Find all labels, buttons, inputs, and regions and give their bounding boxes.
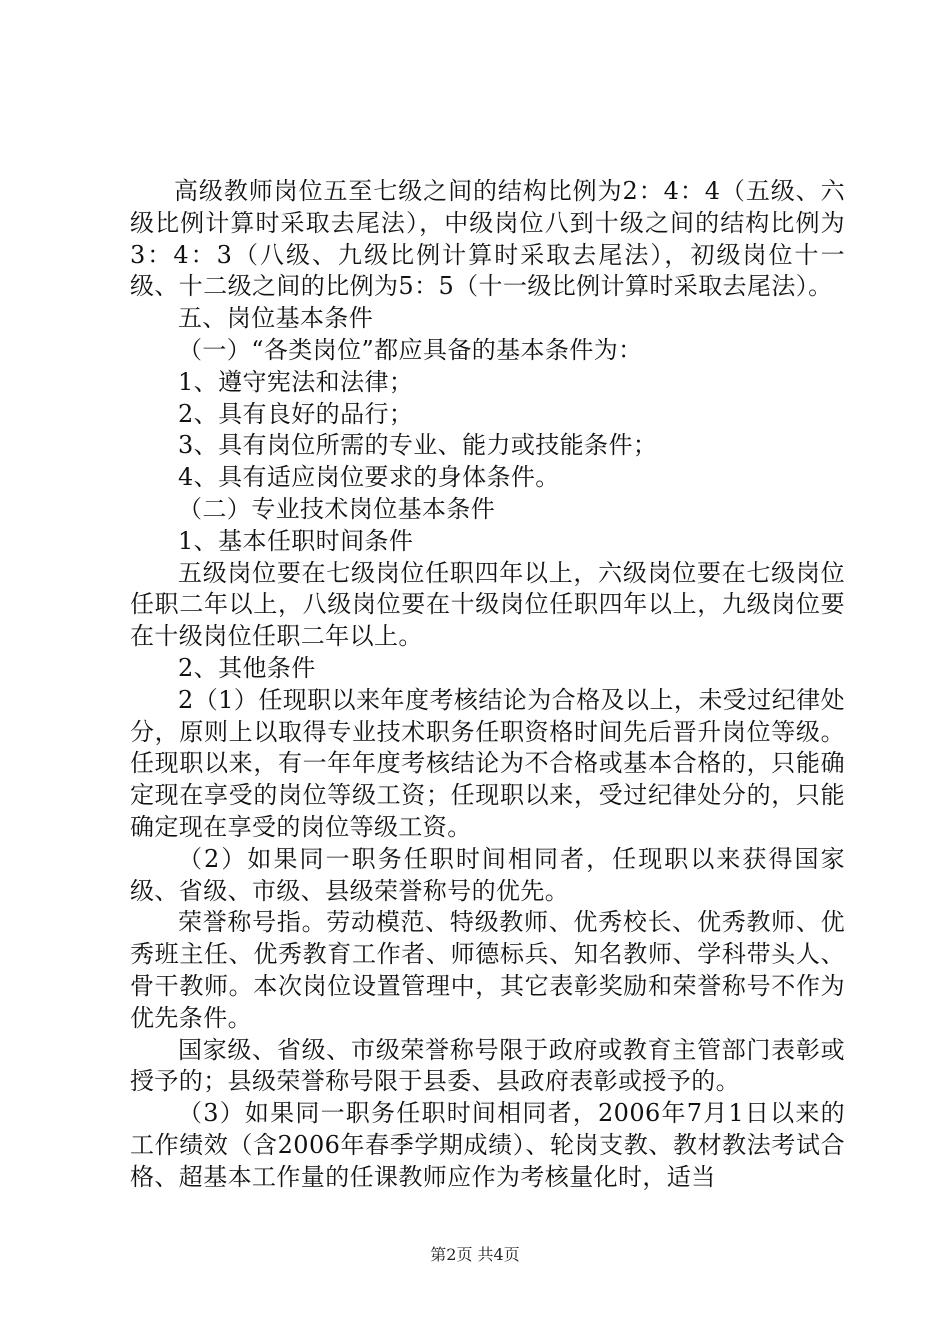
subsection-heading-general-conditions: （一）“各类岗位”都应具备的基本条件为：	[178, 335, 643, 364]
paragraph-annual-assessment: 2（1）任现职以来年度考核结论为合格及以上，未受过纪律处分，原则上以取得专业技术职务任职资格时间先后晋升岗位等级。任现职以来，有一年年度考核结论为不合格或基本合格的，只能确定现在享受的岗位等级工资；任现职以来，受过纪律处分的，只能确定现在享受的岗位等级工资。	[130, 685, 845, 841]
list-item-tenure-time: 1、基本任职时间条件	[178, 526, 414, 555]
list-item-physical-condition: 4、具有适应岗位要求的身体条件。	[178, 463, 560, 492]
subsection-heading-professional-posts: （二）专业技术岗位基本条件	[178, 494, 496, 523]
paragraph-tenure-requirements: 五级岗位要在七级岗位任职四年以上，六级岗位要在七级岗位任职二年以上，八级岗位要在十级岗位任职四年以上，九级岗位要在十级岗位任职二年以上。	[130, 558, 845, 651]
paragraph-work-performance: （3）如果同一职务任职时间相同者，2006年7月1日以来的工作绩效（含2006年春季学期成绩）、轮岗支教、教材教法考试合格、超基本工作量的任课教师应作为考核量化时，适当	[130, 1099, 845, 1191]
paragraph-structure-ratio: 高级教师岗位五至七级之间的结构比例为2：4：4（五级、六级比例计算时采取去尾法），中级岗位八到十级之间的结构比例为3：4：3（八级、九级比例计算时采取去尾法），初级岗位十一级、十二级之间的比例为5：5（十一级比例计算时采取去尾法）。	[130, 177, 845, 301]
paragraph-honor-priority: （2）如果同一职务任职时间相同者，任现职以来获得国家级、省级、市级、县级荣誉称号的优先。	[130, 844, 845, 905]
list-item-conduct: 2、具有良好的品行；	[178, 399, 414, 428]
section-heading-basic-conditions: 五、岗位基本条件	[178, 304, 374, 333]
paragraph-honor-levels: 国家级、省级、市级荣誉称号限于政府或教育主管部门表彰或授予的；县级荣誉称号限于县委、县政府表彰或授予的。	[130, 1035, 845, 1096]
list-item-other-conditions: 2、其他条件	[178, 653, 316, 682]
paragraph-honor-titles: 荣誉称号指。劳动模范、特级教师、优秀校长、优秀教师、优秀班主任、优秀教育工作者、师德标兵、知名教师、学科带头人、骨干教师。本次岗位设置管理中，其它表彰奖励和荣誉称号不作为优先条件。	[130, 908, 845, 1032]
list-item-professional-ability: 3、具有岗位所需的专业、能力或技能条件；	[178, 431, 658, 460]
page-footer: 第2页 共4页	[430, 1245, 520, 1264]
document-body	[130, 176, 845, 1194]
list-item-constitution: 1、遵守宪法和法律；	[178, 367, 414, 396]
